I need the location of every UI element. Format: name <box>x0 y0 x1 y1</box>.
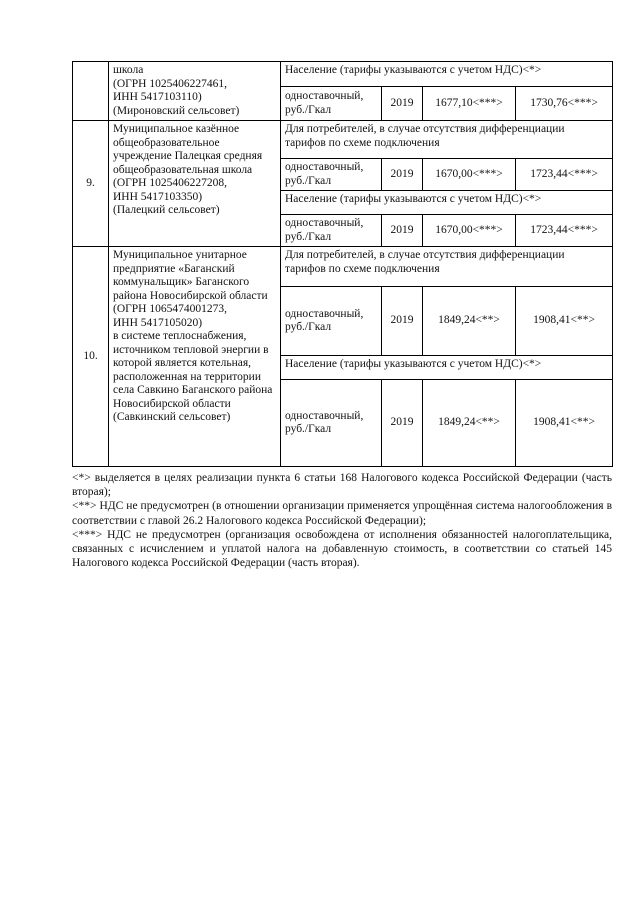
footnotes <box>72 471 612 570</box>
tariff-table <box>72 61 613 467</box>
tariff-value-first-half: 1670,00<***> <box>423 159 516 191</box>
tariff-value-second-half: 1730,76<***> <box>516 87 613 121</box>
tariff-group-label: Для потребителей, в случае отсутствия дифференциации тарифов по схеме подключения <box>281 247 613 287</box>
tariff-year: 2019 <box>382 287 423 356</box>
tariff-value-second-half: 1723,44<***> <box>516 159 613 191</box>
footnote-vat-exempt: <***> НДС не предусмотрен (организация освобождена от исполнения обязанностей налогоплательщика, связанных с исчислением и уплатой налога на добавленную стоимость, в соответствии со статьей 145 Налогового кодекса Российской Федерации (часть вторая). <box>72 528 612 570</box>
tariff-group-label: Население (тарифы указываются с учетом НДС)<*> <box>281 191 613 215</box>
table-row <box>73 121 613 159</box>
tariff-unit: одноставочный, руб./Гкал <box>281 380 382 467</box>
footnote-vat-included: <*> выделяется в целях реализации пункта 6 статьи 168 Налогового кодекса Российской Федерации (часть вторая); <box>72 472 612 499</box>
organization-cell: школа (ОГРН 1025406227461, ИНН 5417103110) (Мироновский сельсовет) <box>109 62 281 121</box>
tariff-value-second-half: 1908,41<**> <box>516 287 613 356</box>
footnote-simplified-tax: <**> НДС не предусмотрен (в отношении организации применяется упрощённая система налогообложения в соответствии с главой 26.2 Налогового кодекса Российской Федерации); <box>72 500 612 527</box>
row-number: 10. <box>73 247 109 467</box>
tariff-value-first-half: 1670,00<***> <box>423 215 516 247</box>
tariff-unit: одноставочный, руб./Гкал <box>281 87 382 121</box>
tariff-group-label: Население (тарифы указываются с учетом НДС)<*> <box>281 356 613 380</box>
tariff-year: 2019 <box>382 215 423 247</box>
tariff-year: 2019 <box>382 380 423 467</box>
organization-cell: Муниципальное унитарное предприятие «Баганский коммунальщик» Баганского района Новосибирской области (ОГРН 1065474001273, ИНН 5417105020) в системе теплоснабжения, источником тепловой энергии в которой является котельная, расположенная на территории села Савкино Баганского района Новосибирской области (Савкинский сельсовет) <box>109 247 281 467</box>
tariff-value-first-half: 1849,24<**> <box>423 380 516 467</box>
tariff-value-first-half: 1849,24<**> <box>423 287 516 356</box>
tariff-value-second-half: 1908,41<**> <box>516 380 613 467</box>
tariff-value-second-half: 1723,44<***> <box>516 215 613 247</box>
tariff-group-label: Для потребителей, в случае отсутствия дифференциации тарифов по схеме подключения <box>281 121 613 159</box>
tariff-value-first-half: 1677,10<***> <box>423 87 516 121</box>
tariff-year: 2019 <box>382 159 423 191</box>
tariff-unit: одноставочный, руб./Гкал <box>281 287 382 356</box>
tariff-unit: одноставочный, руб./Гкал <box>281 159 382 191</box>
row-number: 9. <box>73 121 109 247</box>
table-row <box>73 62 613 87</box>
tariff-unit: одноставочный, руб./Гкал <box>281 215 382 247</box>
tariff-year: 2019 <box>382 87 423 121</box>
table-row <box>73 247 613 287</box>
tariff-group-label: Население (тарифы указываются с учетом НДС)<*> <box>281 62 613 87</box>
row-number <box>73 62 109 121</box>
organization-cell: Муниципальное казённое общеобразовательное учреждение Палецкая средняя общеобразовательная школа (ОГРН 1025406227208, ИНН 5417103350) (Палецкий сельсовет) <box>109 121 281 247</box>
